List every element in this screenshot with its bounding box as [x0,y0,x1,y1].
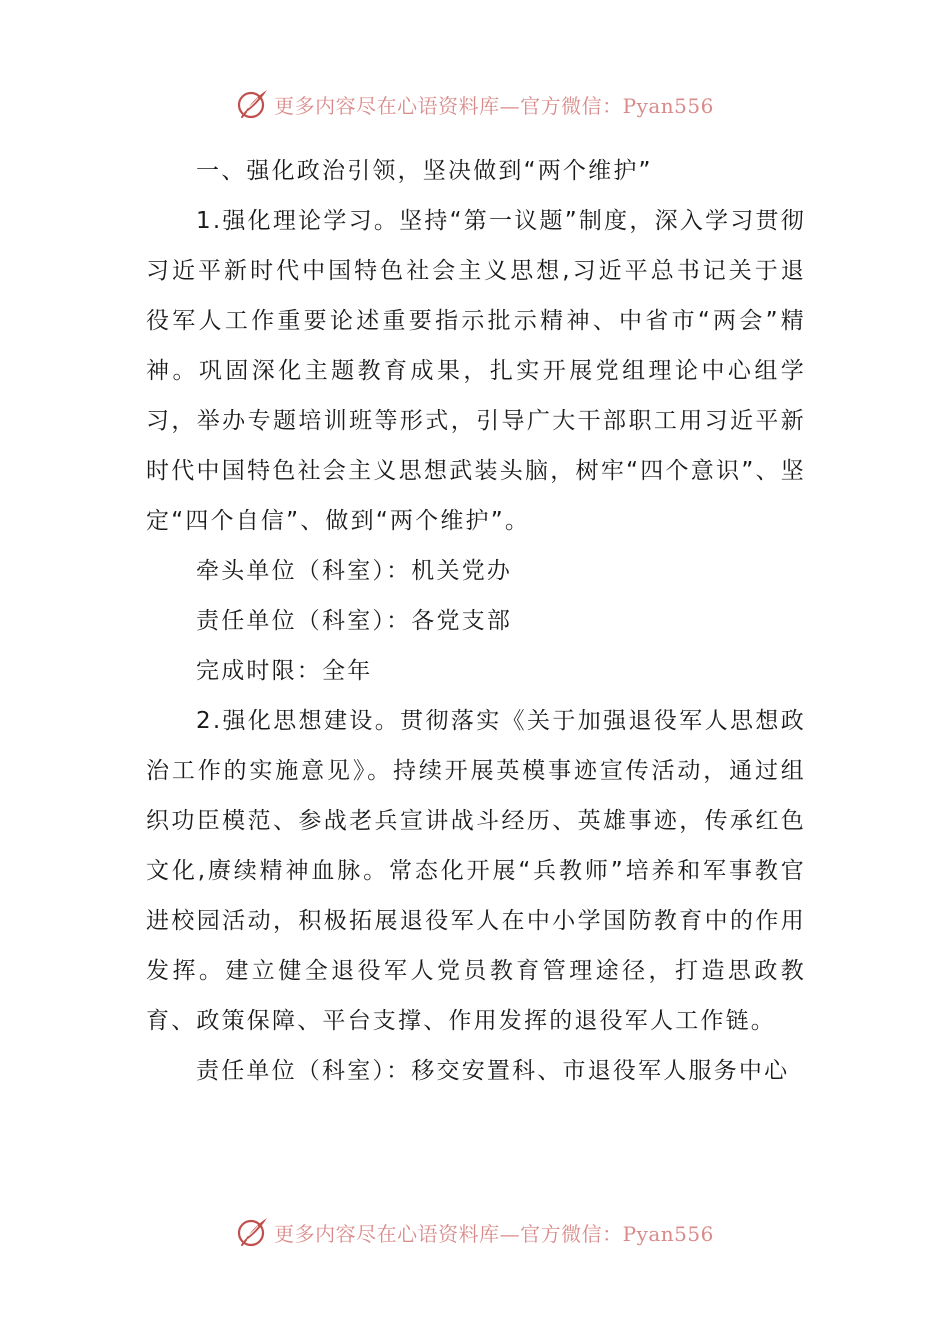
quill-pen-logo-icon [236,1215,270,1249]
item-1-lead-unit: 牵头单位（科室）：机关党办 [196,558,513,584]
item-1-paragraph: 1.强化理论学习。坚持“第一议题”制度，深入学习贯彻习近平新时代中国特色社会主义思想,习近平总书记关于退役军人工作重要论述重要指示批示精神、中省市“两会”精神。巩固深化主题教育成果，扎实开展党组理论中心组学习，举办专题培训班等形式，引导广大干部职工用习近平新时代中国特色社会主义思想武装头脑，树牢“四个意识”、坚定“四个自信”、做到“两个维护”。 [146,208,806,534]
watermark-text: 更多内容尽在心语资料库—官方微信：Pyan556 [274,1221,714,1246]
footer-watermark [0,1212,950,1252]
item-1-responsible-unit: 责任单位（科室）：各党支部 [196,608,513,634]
quill-pen-logo-icon [236,87,270,121]
item-1-deadline: 完成时限：全年 [196,658,373,684]
header-watermark [0,84,950,124]
document-body [146,146,806,1096]
watermark-text: 更多内容尽在心语资料库—官方微信：Pyan556 [274,93,714,118]
section-heading: 一、强化政治引领，坚决做到“两个维护” [196,158,653,184]
item-2-responsible-unit: 责任单位（科室）：移交安置科、市退役军人服务中心 [196,1058,790,1084]
item-2-paragraph: 2.强化思想建设。贯彻落实《关于加强退役军人思想政治工作的实施意见》。持续开展英模事迹宣传活动，通过组织功臣模范、参战老兵宣讲战斗经历、英雄事迹，传承红色文化,赓续精神血脉。常态化开展“兵教师”培养和军事教官进校园活动，积极拓展退役军人在中小学国防教育中的作用发挥。建立健全退役军人党员教育管理途径，打造思政教育、政策保障、平台支撑、作用发挥的退役军人工作链。 [146,708,806,1034]
